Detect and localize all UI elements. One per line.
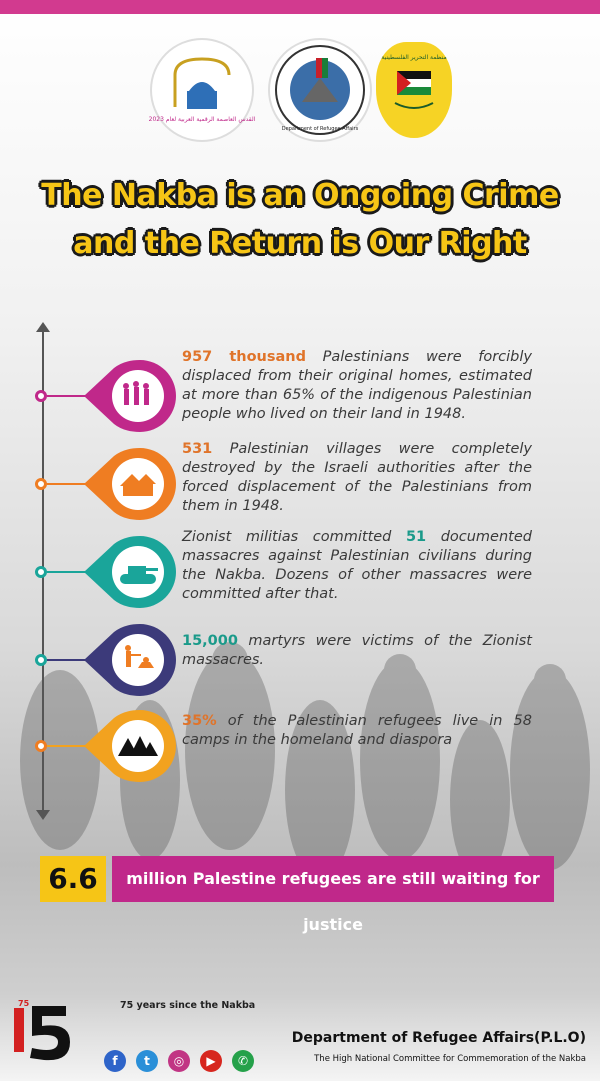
title-line-2: and the Return is Our Right [73, 226, 527, 261]
plo-logo [376, 42, 452, 138]
refugees-icon [84, 360, 168, 432]
youtube-icon[interactable]: ▶ [200, 1050, 222, 1072]
plo-logo-text: منظمة التحرير الفلسطينية [381, 54, 447, 61]
timeline-connector-1 [47, 395, 87, 397]
timeline-dot-5 [35, 740, 47, 752]
timeline-dot-3 [35, 566, 47, 578]
timeline-arrow-up [36, 322, 50, 332]
fact-highlight-3: 51 [405, 529, 427, 545]
tents-icon [84, 710, 168, 782]
houses-icon [84, 448, 168, 520]
fact-highlight-4: 15,000 [182, 633, 238, 649]
dome-icon [148, 45, 256, 135]
refugees-banner [40, 856, 554, 934]
timeline-dot-1 [35, 390, 47, 402]
timeline-connector-4 [47, 659, 87, 661]
fact-body-4: martyrs were victims of the Zionist massacres. [182, 633, 532, 668]
instagram-icon[interactable]: ◎ [168, 1050, 190, 1072]
refugee-logo-text: Department of Refugee Affairs [281, 126, 359, 132]
timeline-connector-3 [47, 571, 87, 573]
tank-icon [84, 536, 168, 608]
title-line-1: The Nakba is an Ongoing Crime [41, 178, 559, 213]
plo-emblem-icon [379, 45, 449, 135]
refugee-emblem-icon [272, 42, 368, 138]
timeline-connector-2 [47, 483, 87, 485]
logo-number: 75 [18, 999, 30, 1008]
fact-text-3 [182, 528, 532, 604]
department-name: Department of Refugee Affairs(P.L.O) [291, 1030, 586, 1046]
fact-text-5 [182, 712, 532, 750]
fact-body-5: of the Palestinian refugees live in 58 camps in the homeland and diaspora [182, 713, 532, 748]
fact-body-1: Palestinians were forcibly displaced from their original homes, estimated at more than 65% of the indigenous Palestinian people who lived on their land in 1948. [182, 349, 532, 422]
fact-body-2: Palestinian villages were completely destroyed by the Israeli authorities after the forced displacement of the Palestinians from them in 1948. [182, 441, 532, 514]
jerusalem-capital-logo [148, 40, 256, 140]
top-accent-bar [0, 0, 600, 14]
fact-text-4 [182, 632, 532, 670]
fact-highlight-1: 957 thousand [182, 349, 306, 365]
jerusalem-logo-text: القدس العاصمة الرقمية العربية لعام 2023 [148, 116, 256, 123]
fact-prefix-3: Zionist militias committed [182, 529, 406, 545]
timeline-connector-5 [47, 745, 87, 747]
fact-highlight-2: 531 [182, 441, 213, 457]
banner-text: million Palestine refugees are still waiting for justice [112, 856, 554, 902]
execution-icon [84, 624, 168, 696]
timeline-dot-4 [35, 654, 47, 666]
fact-text-2 [182, 440, 532, 516]
fact-text-1 [182, 348, 532, 424]
whatsapp-icon[interactable]: ✆ [232, 1050, 254, 1072]
nakba-75-logo [10, 996, 80, 1066]
facebook-icon[interactable]: f [104, 1050, 126, 1072]
fact-highlight-5: 35% [182, 713, 217, 729]
banner-number: 6.6 [40, 856, 106, 902]
fact-body-3: documented massacres against Palestinian civilians during the Nakba. Dozens of other massacres were committed after that. [182, 529, 532, 602]
timeline-dot-2 [35, 478, 47, 490]
years-label: 75 years since the Nakba [120, 1000, 256, 1011]
refugee-affairs-logo [270, 40, 370, 140]
twitter-icon[interactable]: t [136, 1050, 158, 1072]
timeline-arrow-down [36, 810, 50, 820]
committee-name: The High National Committee for Commemoration of the Nakba [314, 1054, 586, 1064]
